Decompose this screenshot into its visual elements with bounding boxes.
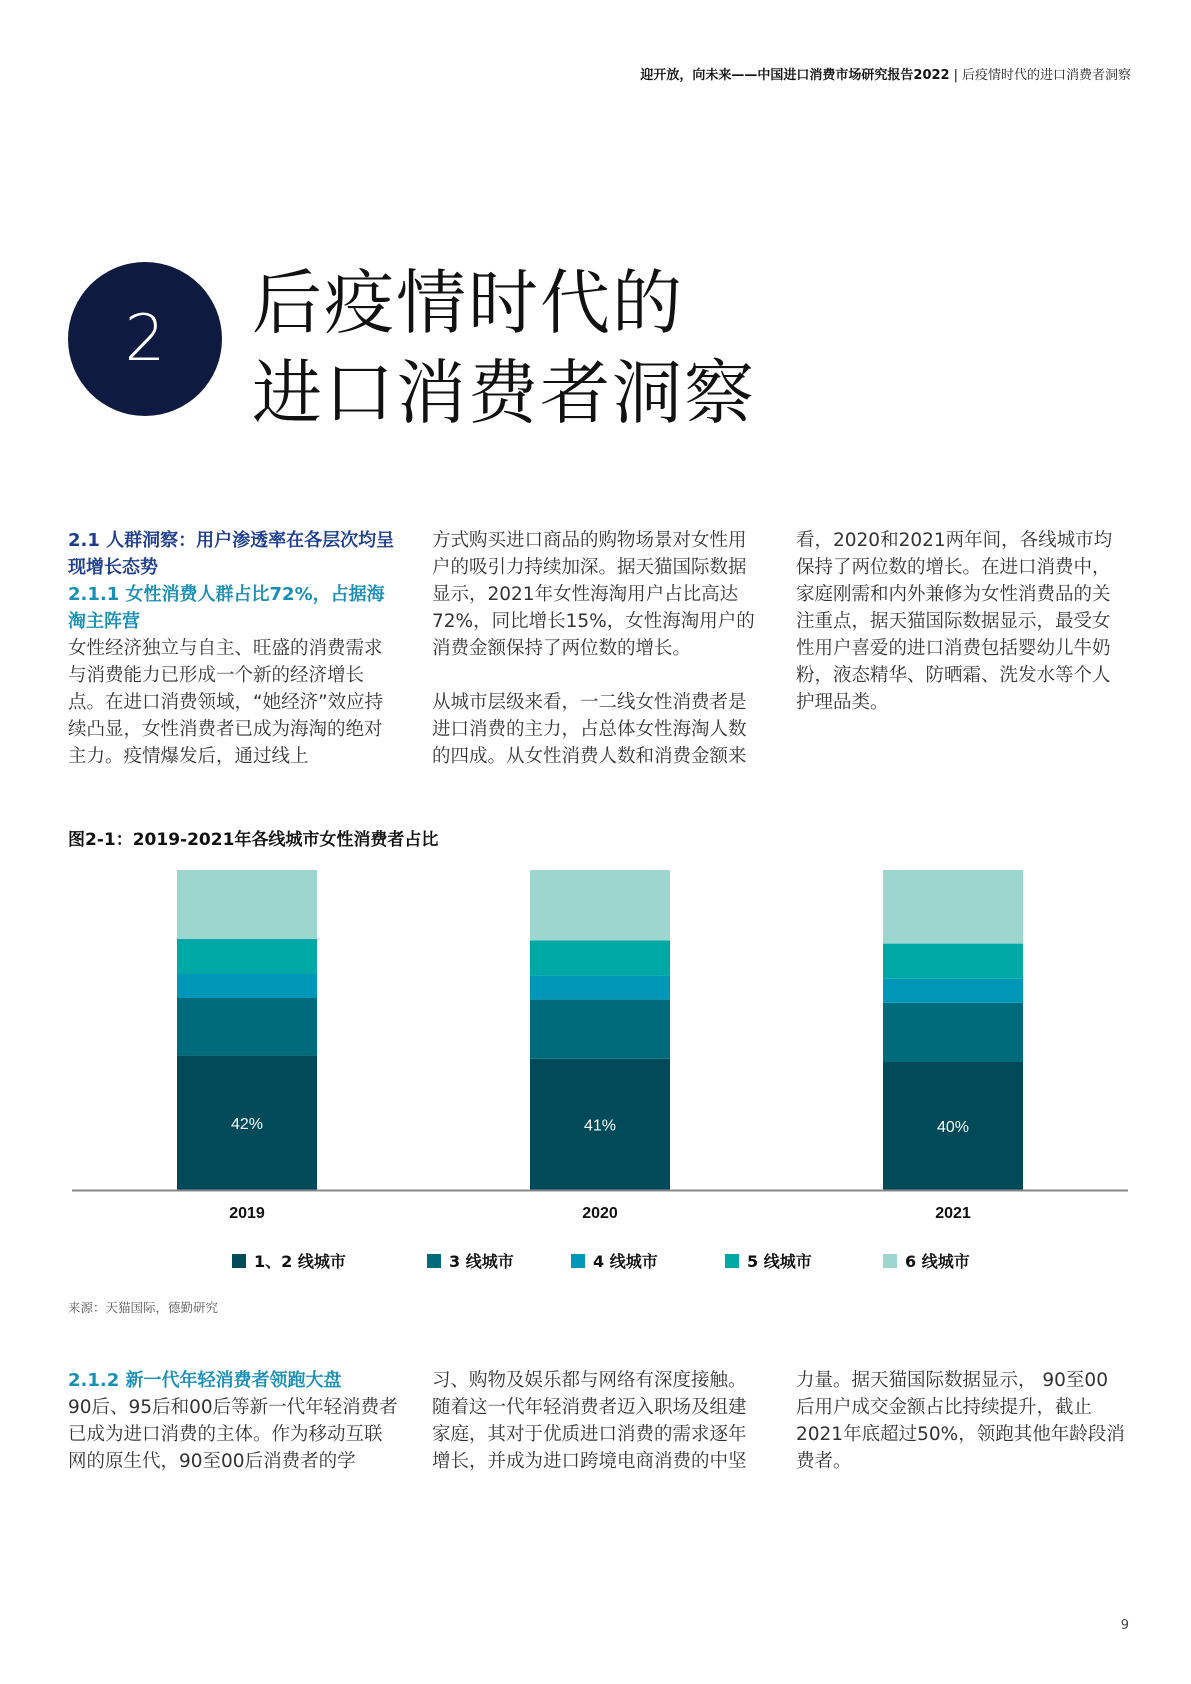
section1-column1 <box>68 527 398 770</box>
chapter-title <box>252 258 756 438</box>
legend-swatch <box>427 1254 441 1268</box>
section2-column2 <box>432 1367 762 1475</box>
header-separator: | <box>953 68 958 83</box>
x-tick-label: 2020 <box>582 1205 618 1222</box>
chapter-number-badge <box>68 262 222 416</box>
body-paragraph: 看，2020和2021两年间，各线城市均保持了两位数的增长。在进口消费中，家庭刚需和内外兼修为女性消费品的关注重点，据天猫国际数据显示，最受女性用户喜爱的进口消费包括婴幼儿牛奶粉，液态精华、防晒霜、洗发水等个人护理品类。 <box>796 530 1113 713</box>
figure-title: 图2-1：2019-2021年各线城市女性消费者占比 <box>68 830 439 850</box>
chapter-title-line2: 进口消费者洞察 <box>252 352 756 434</box>
bar-segment <box>530 870 670 940</box>
bar-segment <box>530 1000 670 1059</box>
legend-label: 3 线城市 <box>449 1252 514 1271</box>
body-paragraph: 习、购物及娱乐都与网络有深度接触。随着这一代年轻消费者迈入职场及组建家庭，其对于优质进口消费的需求逐年增长，并成为进口跨境电商消费的中坚 <box>432 1370 747 1472</box>
subsection-heading: 2.1.1 女性消费人群占比72%，占据海淘主阵营 <box>68 584 385 632</box>
bar-segment <box>177 974 317 998</box>
bar-segment <box>883 1003 1023 1062</box>
stacked-bar-chart <box>60 855 1140 1285</box>
legend-label: 6 线城市 <box>905 1252 970 1271</box>
x-tick-label: 2019 <box>229 1205 265 1222</box>
legend-label: 4 线城市 <box>593 1252 658 1271</box>
chapter-number: 2 <box>124 302 166 376</box>
section1-column3 <box>796 527 1126 716</box>
bar-segment <box>530 940 670 975</box>
x-tick-label: 2021 <box>935 1205 971 1222</box>
bar-segment <box>177 870 317 939</box>
legend-swatch <box>725 1254 739 1268</box>
bar-segment <box>177 998 317 1056</box>
page-number: 9 <box>1120 1618 1129 1633</box>
report-title: 迎开放，向未来——中国进口消费市场研究报告2022 <box>640 68 950 83</box>
data-label: 41% <box>583 1117 617 1135</box>
legend-label: 1、2 线城市 <box>254 1252 346 1271</box>
section2-column3 <box>796 1367 1126 1475</box>
report-header <box>640 64 1131 83</box>
legend-swatch <box>571 1254 585 1268</box>
section2-column1 <box>68 1367 398 1475</box>
body-paragraph: 力量。据天猫国际数据显示， 90至00后用户成交金额占比持续提升，截止2021年底超过50%，领跑其他年龄段消费者。 <box>796 1370 1125 1472</box>
data-label: 42% <box>230 1115 264 1133</box>
bar-segment <box>883 944 1023 979</box>
bar-segment <box>530 976 670 1000</box>
bar-segment <box>883 979 1023 1003</box>
figure-source: 来源：天猫国际，德勤研究 <box>68 1300 219 1315</box>
body-paragraph: 方式购买进口商品的购物场景对女性用户的吸引力持续加深。据天猫国际数据显示，2021年女性海淘用户占比高达72%，同比增长15%，女性海淘用户的消费金额保持了两位数的增长。 <box>432 530 755 659</box>
legend-swatch <box>232 1254 246 1268</box>
section1-column2 <box>432 527 762 770</box>
bar-segment <box>177 939 317 974</box>
subsection-heading: 2.1.2 新一代年轻消费者领跑大盘 <box>68 1370 342 1391</box>
legend-swatch <box>883 1254 897 1268</box>
body-paragraph: 从城市层级来看，一二线女性消费者是进口消费的主力，占总体女性海淘人数的四成。从女性消费人数和消费金额来 <box>432 692 747 767</box>
report-subtitle: 后疫情时代的进口消费者洞察 <box>961 68 1131 83</box>
legend-label: 5 线城市 <box>747 1252 812 1271</box>
data-label: 40% <box>936 1119 970 1136</box>
body-paragraph: 女性经济独立与自主、旺盛的消费需求与消费能力已形成一个新的经济增长点。在进口消费领域，“她经济”效应持续凸显，女性消费者已成为海淘的绝对主力。疫情爆发后，通过线上 <box>68 638 384 767</box>
body-paragraph: 90后、95后和00后等新一代年轻消费者已成为进口消费的主体。作为移动互联网的原生代，90至00后消费者的学 <box>68 1397 398 1472</box>
bar-segment <box>883 870 1023 944</box>
chapter-title-line1: 后疫情时代的 <box>252 262 684 344</box>
section-heading: 2.1 人群洞察：用户渗透率在各层次均呈现增长态势 <box>68 530 395 578</box>
